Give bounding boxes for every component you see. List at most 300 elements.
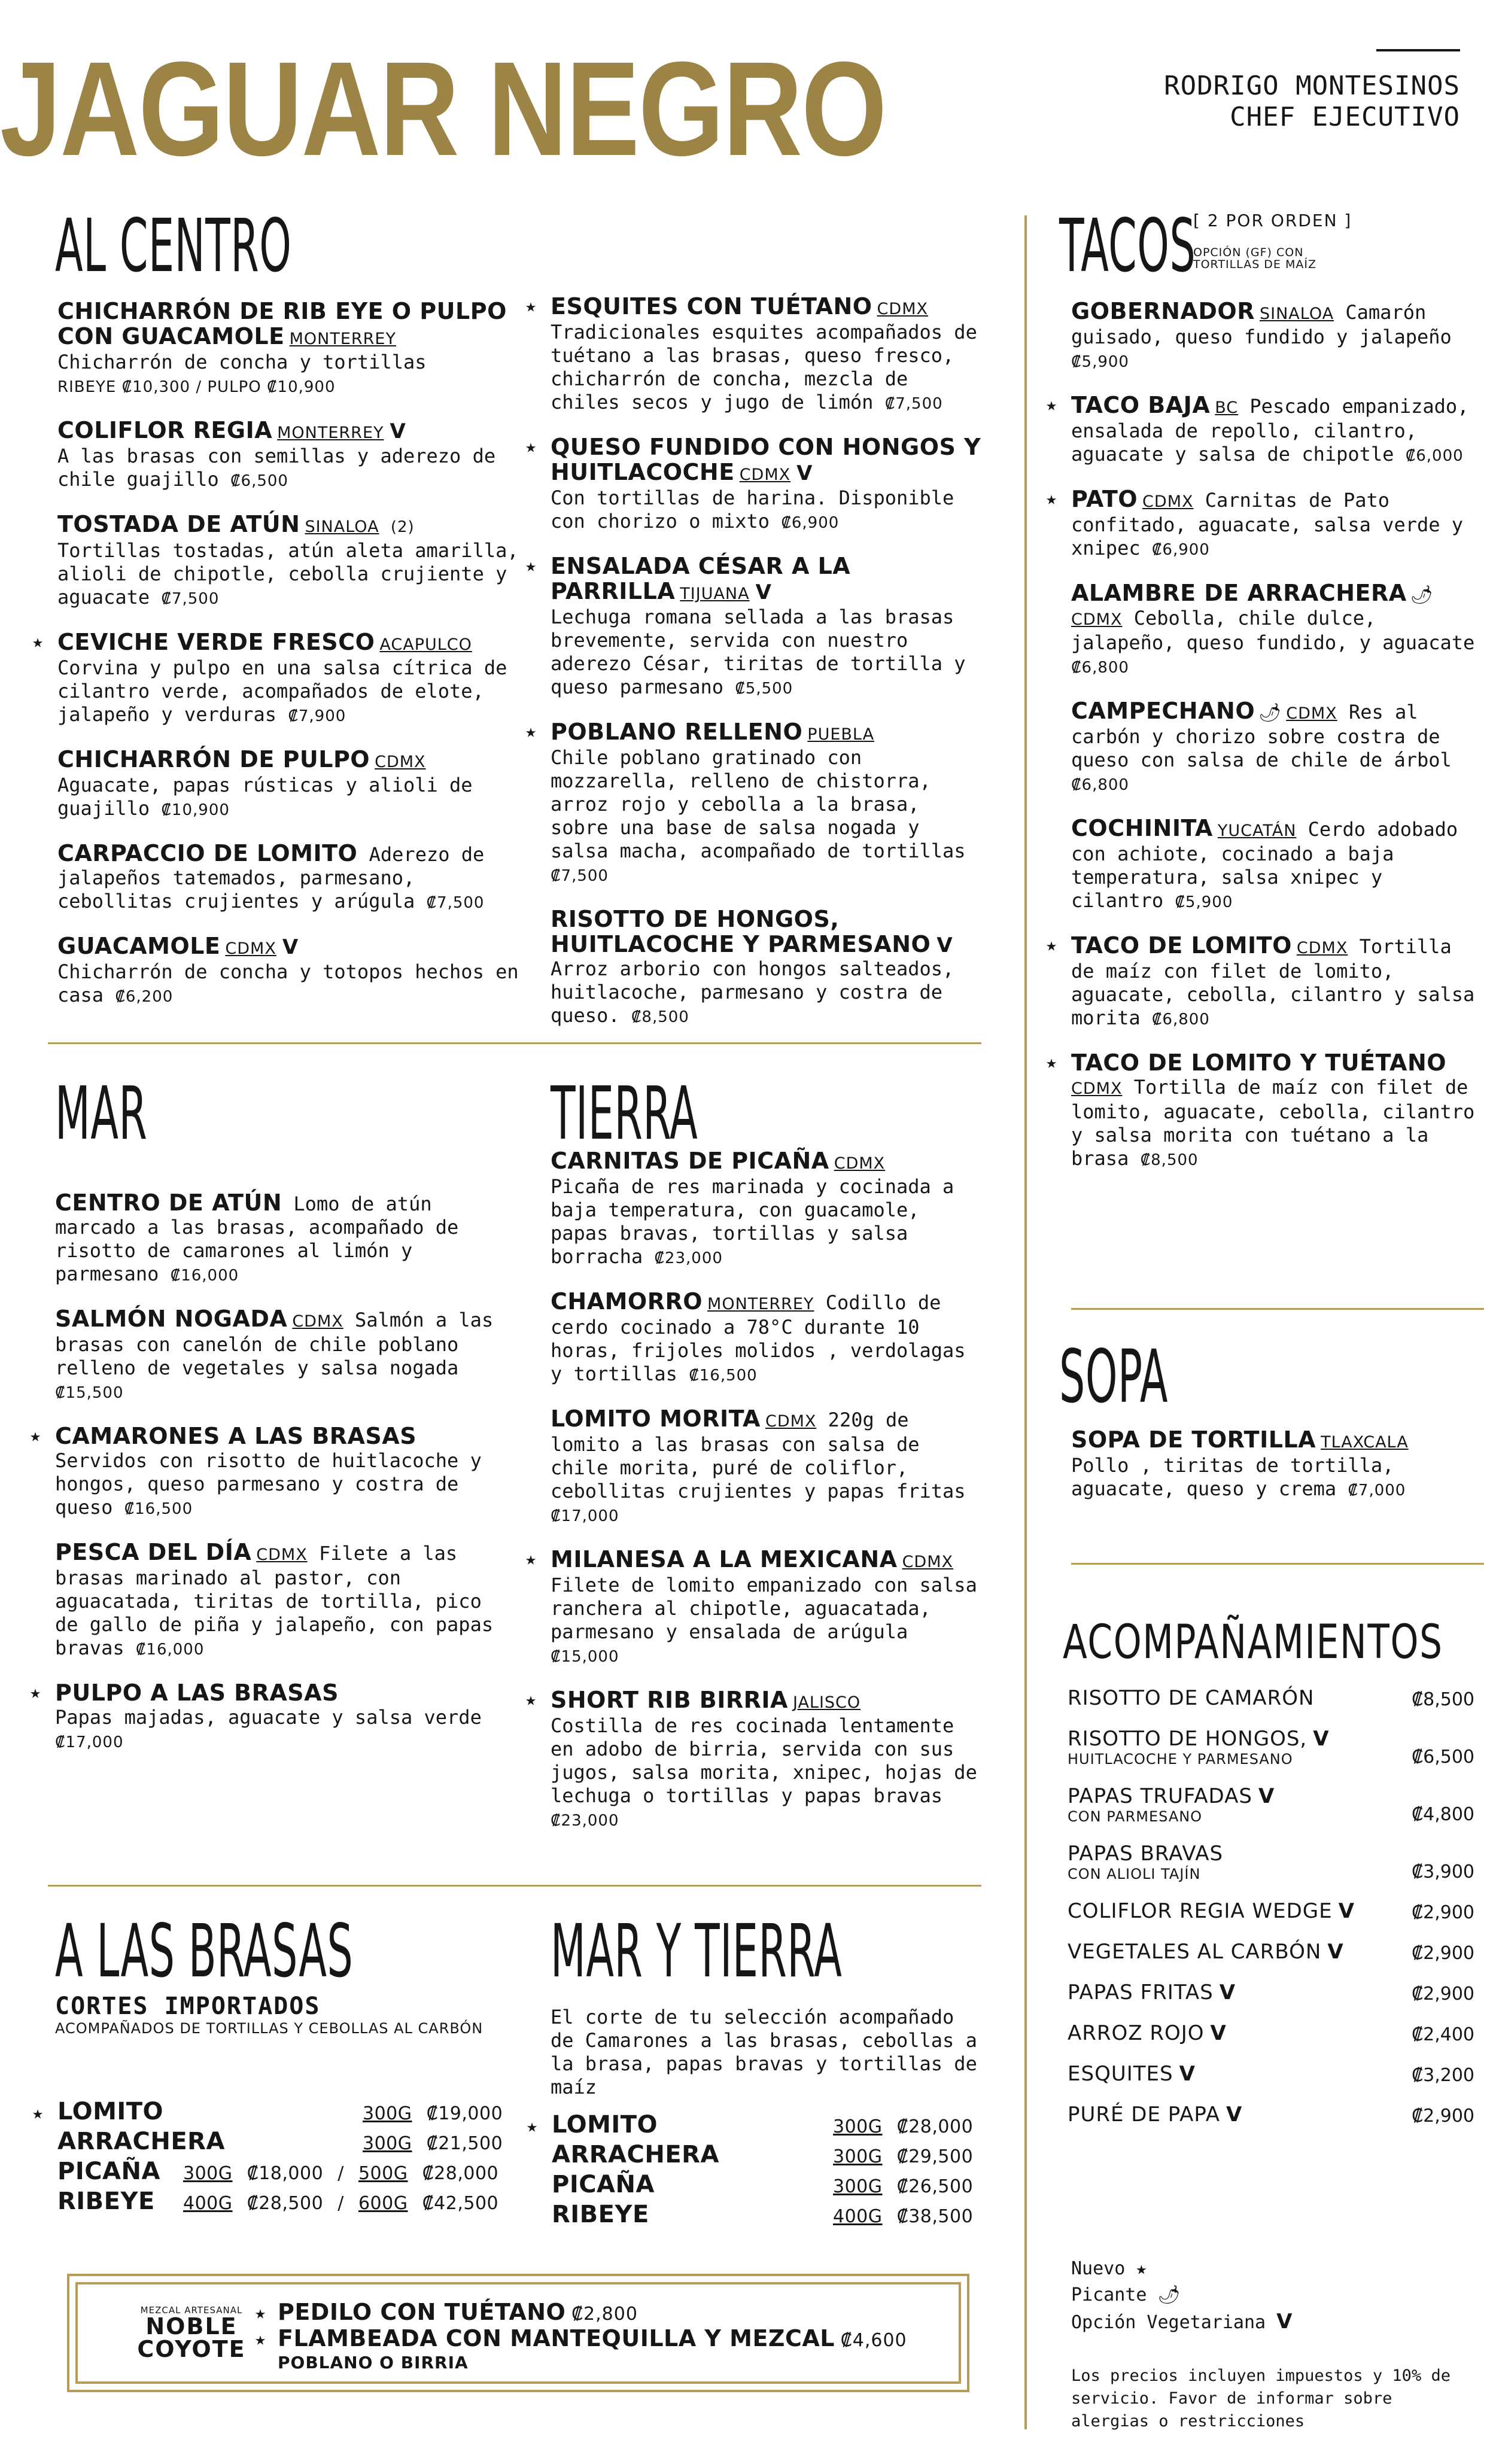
cut-name: RIBEYE	[552, 2201, 649, 2228]
cut-weight: 300G	[363, 2133, 412, 2154]
section-title-mar: MAR	[55, 1071, 148, 1156]
sides-list	[1068, 1686, 1474, 2143]
al-centro-column-2	[525, 293, 981, 1048]
cut-row	[32, 2098, 512, 2128]
legend-nuevo	[1071, 2256, 1430, 2282]
item-price: ₡5,900	[1071, 353, 1129, 371]
item-origin: CDMX	[1296, 939, 1348, 957]
side-item	[1068, 2103, 1474, 2127]
item-name: COLIFLOR REGIA	[57, 417, 273, 443]
vegetarian-icon: V	[1226, 2103, 1242, 2127]
item-origin: CDMX	[765, 1412, 817, 1431]
item-price: ₡23,000	[654, 1249, 723, 1267]
menu-item	[1071, 699, 1484, 797]
item-name: CHICHARRÓN DE PULPO	[57, 746, 370, 772]
chef-title: CHEF EJECUTIVO	[1230, 102, 1460, 132]
vegetarian-icon: V	[936, 933, 953, 957]
side-item	[1068, 1940, 1474, 1964]
item-name: GOBERNADOR	[1071, 298, 1255, 324]
price-footnote: Los precios incluyen impuestos y 10% de servicio. Favor de informar sobre alergias o restricciones	[1071, 2366, 1451, 2430]
side-price: ₡2,900	[1412, 1902, 1474, 1923]
cut-weight: 500G	[358, 2163, 408, 2184]
cut-row	[57, 2188, 512, 2217]
star-icon: ★	[525, 555, 537, 576]
item-name: SHORT RIB BIRRIA	[551, 1687, 788, 1713]
side-item	[1068, 2021, 1474, 2045]
item-name: CARNITAS DE PICAÑA	[551, 1148, 829, 1174]
section-divider-3	[1071, 1308, 1484, 1310]
side-price: ₡2,900	[1412, 1943, 1474, 1964]
cut-price: ₡18,000	[247, 2163, 324, 2184]
item-price: ₡6,000	[1405, 447, 1464, 465]
item-name: QUESO FUNDIDO CON HONGOS Y HUITLACOCHE	[551, 434, 981, 485]
item-price: ₡16,500	[689, 1367, 758, 1385]
item-price: ₡8,500	[631, 1008, 689, 1026]
brand-tagline: MEZCAL ARTESANAL	[140, 2305, 243, 2316]
star-icon: ★	[30, 1425, 41, 1446]
promo-item-price: ₡4,600	[840, 2330, 907, 2351]
promo-item-name: PEDILO CON TUÉTANO	[278, 2299, 566, 2325]
menu-item	[1046, 1050, 1484, 1172]
item-origin: CDMX	[739, 466, 791, 484]
side-item	[1068, 1981, 1474, 2004]
item-origin: YUCATÁN	[1217, 822, 1297, 840]
cut-weight: 300G	[833, 2176, 883, 2197]
brand-name-2: COYOTE	[137, 2336, 246, 2362]
side-price: ₡4,800	[1412, 1804, 1474, 1825]
item-description: Aderezo de jalapeños tatemados, parmesano, cebollitas crujientes y arúgula	[57, 843, 485, 912]
item-name: CARPACCIO DE LOMITO	[57, 840, 358, 866]
cut-price: ₡29,500	[896, 2146, 974, 2167]
section-title-tacos: TACOS	[1059, 203, 1196, 288]
side-price: ₡2,900	[1412, 1984, 1474, 2004]
menu-item	[1071, 816, 1484, 914]
menu-item	[32, 629, 524, 728]
item-name: PESCA DEL DÍA	[55, 1539, 252, 1565]
cut-row	[527, 2111, 983, 2141]
item-name: PULPO A LAS BRASAS	[55, 1680, 339, 1706]
menu-item	[525, 293, 981, 416]
side-item	[1068, 1842, 1474, 1882]
vegetarian-icon: V	[1327, 1940, 1343, 1964]
cut-price: ₡21,500	[426, 2133, 503, 2154]
cut-price: ₡28,000	[896, 2116, 974, 2137]
item-price: ₡16,000	[170, 1267, 239, 1285]
menu-item	[525, 434, 981, 535]
cut-weight: 300G	[183, 2163, 233, 2184]
item-name: MILANESA A LA MEXICANA	[551, 1546, 898, 1572]
cut-price: ₡28,000	[422, 2163, 499, 2184]
item-price: ₡17,000	[55, 1733, 124, 1751]
side-sub: CON PARMESANO	[1068, 1808, 1203, 1825]
cut-weight: 400G	[183, 2193, 233, 2214]
item-quantity: (2)	[390, 518, 415, 536]
item-description: Arroz arborio con hongos salteados, huitlacoche, parmesano y costra de queso.	[551, 957, 954, 1027]
item-name: RISOTTO DE HONGOS, HUITLACOCHE Y PARMESANO	[551, 906, 931, 957]
side-price: ₡8,500	[1412, 1689, 1474, 1710]
legend	[1071, 2256, 1430, 2336]
promo-item	[255, 2325, 960, 2353]
item-name: POBLANO RELLENO	[551, 719, 803, 745]
cut-row	[57, 2158, 512, 2188]
side-item	[1068, 1686, 1474, 1710]
section-divider-4	[1071, 1563, 1484, 1565]
star-icon: ★	[255, 2329, 266, 2350]
side-item	[1068, 2062, 1474, 2086]
item-price: ₡6,900	[1151, 541, 1210, 559]
item-description: Costilla de res cocinada lentamente en adobo de birria, servida con sus jugos, salsa morita, xnipec, hojas de lechuga o tortillas y papas bravas	[551, 1714, 977, 1807]
item-name: TOSTADA DE ATÚN	[57, 511, 300, 537]
vegetarian-icon: V	[755, 580, 771, 604]
item-name: LOMITO MORITA	[551, 1406, 761, 1432]
item-origin: MONTERREY	[707, 1295, 814, 1313]
menu-item	[525, 1546, 981, 1669]
section-title-a-las-brasas: A LAS BRASAS	[55, 1909, 354, 1994]
side-name: RISOTTO DE HONGOS,	[1068, 1727, 1308, 1751]
star-icon: ★	[1046, 935, 1057, 956]
item-price: ₡7,900	[288, 707, 346, 725]
item-price: ₡5,500	[735, 680, 793, 698]
item-origin: TLAXCALA	[1321, 1433, 1409, 1452]
noble-coyote-logo	[120, 2306, 263, 2360]
item-description: Cerdo adobado con achiote, cocinado a baja temperatura, salsa xnipec y cilantro	[1071, 818, 1458, 912]
menu-item	[1071, 581, 1484, 680]
item-name: GUACAMOLE	[57, 933, 221, 959]
side-sub: CON ALIOLI TAJÍN	[1068, 1866, 1201, 1882]
side-name: PAPAS BRAVAS	[1068, 1842, 1224, 1866]
item-price: ₡6,200	[115, 988, 174, 1006]
star-icon: ★	[527, 2116, 538, 2137]
item-price: ₡7,500	[161, 590, 220, 608]
star-icon: ★	[255, 2302, 266, 2323]
section-divider-2	[48, 1885, 981, 1887]
item-origin: CDMX	[375, 753, 426, 771]
item-origin: CDMX	[834, 1154, 886, 1173]
tierra-column	[525, 1148, 981, 1852]
brasas-block	[55, 1993, 522, 2037]
item-origin: CDMX	[256, 1546, 308, 1564]
brand-name-1: NOBLE	[145, 2313, 238, 2340]
item-origin: MONTERREY	[289, 330, 396, 348]
menu-item	[55, 1307, 510, 1405]
side-name: PURÉ DE PAPA	[1068, 2103, 1220, 2127]
legend-vegetariana	[1071, 2308, 1430, 2336]
item-description: Tortillas tostadas, atún aleta amarilla, alioli de chipotle, cebolla crujiente y aguacate	[57, 539, 519, 609]
promo-item-price: ₡2,800	[571, 2304, 638, 2325]
item-description: Salmón a las brasas con canelón de chile poblano relleno de vegetales y salsa nogada	[55, 1309, 494, 1379]
item-origin: CDMX	[877, 300, 928, 318]
side-name: COLIFLOR REGIA WEDGE	[1068, 1899, 1333, 1923]
item-origin: JALISCO	[792, 1693, 861, 1712]
mar-y-tierra-cuts	[527, 2111, 983, 2231]
restaurant-logo: JAGUAR NEGRO	[0, 34, 886, 184]
price-separator: /	[337, 2163, 344, 2184]
item-name: CAMARONES A LAS BRASAS	[55, 1423, 417, 1449]
vegetarian-icon: V	[1276, 2310, 1293, 2334]
item-name: TACO BAJA	[1071, 392, 1211, 418]
imported-cuts-heading: CORTES IMPORTADOS	[55, 1993, 321, 2020]
cut-weight: 400G	[833, 2206, 883, 2227]
item-name: ENSALADA CÉSAR A LA PARRILLA	[551, 553, 851, 604]
item-description: 220g de lomito a las brasas con salsa de chile morita, puré de coliflor, cebollitas crujientes y papas fritas	[551, 1409, 966, 1502]
item-description: Res al carbón y chorizo sobre costra de queso con salsa de chile de árbol	[1071, 701, 1452, 771]
side-price: ₡3,200	[1412, 2065, 1474, 2086]
item-description: Corvina y pulpo en una salsa cítrica de cilantro verde, acompañados de elote, jalapeño y verduras	[57, 656, 507, 726]
item-price: ₡7,500	[551, 867, 609, 885]
star-icon: ★	[525, 296, 537, 317]
menu-item	[551, 1289, 981, 1388]
item-description: Tortilla de maíz con filet de lomito, aguacate, cebolla, cilantro y salsa morita con tuétano a la brasa	[1071, 1076, 1475, 1170]
item-name: SALMÓN NOGADA	[55, 1306, 288, 1332]
vegetarian-icon: V	[390, 419, 406, 443]
vegetarian-icon: V	[1210, 2021, 1226, 2045]
item-description: A las brasas con semillas y aderezo de chile guajillo	[57, 445, 496, 491]
side-item	[1068, 1784, 1474, 1825]
item-description: Chicharrón de concha y tortillas	[57, 351, 427, 373]
item-price: ₡23,000	[551, 1812, 619, 1830]
menu-item	[57, 512, 524, 611]
item-price: ₡15,500	[55, 1384, 124, 1402]
star-icon: ★	[525, 721, 537, 742]
item-name: CENTRO DE ATÚN	[55, 1190, 282, 1216]
item-description: Filete a las brasas marinado al pastor, con aguacatada, tiritas de tortilla, pico de gallo de piña y jalapeño, con papas bravas	[55, 1542, 494, 1659]
item-price: ₡7,500	[426, 894, 485, 912]
side-item	[1068, 1899, 1474, 1923]
mar-y-tierra-description: El corte de tu selección acompañado de Camarones a las brasas, cebollas a la brasa, papas bravas y tortillas de maíz	[551, 2006, 977, 2098]
cut-row	[552, 2201, 983, 2231]
menu-item	[57, 934, 524, 1009]
item-name: SOPA DE TORTILLA	[1071, 1426, 1316, 1453]
star-icon: ★	[1046, 488, 1057, 509]
item-origin: MONTERREY	[277, 424, 384, 442]
vegetarian-icon: V	[1179, 2062, 1195, 2086]
item-origin: SINALOA	[305, 518, 379, 536]
item-description: Camarón guisado, queso fundido y jalapeño	[1071, 301, 1452, 348]
item-description: Con tortillas de harina. Disponible con chorizo o mixto	[551, 486, 954, 533]
item-name: CHICHARRÓN DE RIB EYE O PULPO CON GUACAMOLE	[57, 298, 507, 349]
item-price: ₡6,800	[1071, 659, 1129, 677]
promo-item-sub: POBLANO O BIRRIA	[278, 2353, 469, 2372]
item-price: ₡16,000	[135, 1641, 205, 1659]
legend-label: Nuevo	[1071, 2258, 1126, 2279]
menu-item	[525, 553, 981, 701]
vegetarian-icon: V	[1338, 1899, 1354, 1923]
legend-label: Picante	[1071, 2284, 1147, 2305]
item-description: Tradicionales esquites acompañados de tuétano a las brasas, queso fresco, chicharrón de concha, mezcla de chiles secos y jugo de limón	[551, 321, 977, 413]
item-price: ₡16,500	[124, 1500, 193, 1518]
menu-item	[1046, 392, 1484, 468]
chili-pepper-icon: 🌶	[1258, 702, 1282, 723]
cut-name: PICAÑA	[552, 2171, 655, 2198]
menu-item	[525, 719, 981, 888]
item-origin: CDMX	[1071, 1079, 1123, 1098]
cut-price: ₡26,500	[896, 2176, 974, 2197]
menu-item	[551, 907, 981, 1029]
side-name: PAPAS FRITAS	[1068, 1981, 1214, 2004]
cut-price: ₡28,500	[247, 2193, 324, 2214]
item-name: CHAMORRO	[551, 1288, 703, 1315]
side-name: ESQUITES	[1068, 2062, 1173, 2086]
price-separator: /	[337, 2193, 344, 2214]
item-price: ₡7,000	[1348, 1482, 1406, 1499]
item-origin: CDMX	[1286, 704, 1337, 723]
cut-price: ₡19,000	[426, 2103, 503, 2124]
item-price: ₡5,900	[1175, 893, 1233, 911]
vegetarian-icon: V	[1258, 1784, 1275, 1808]
al-centro-column-1	[32, 298, 524, 1028]
item-name: PATO	[1071, 486, 1138, 512]
item-description: Aguacate, papas rústicas y alioli de guajillo	[57, 774, 473, 820]
menu-item	[57, 747, 524, 822]
cut-row	[552, 2141, 983, 2171]
vegetarian-icon: V	[282, 935, 299, 959]
star-icon: ★	[1046, 1052, 1057, 1073]
vegetarian-icon: V	[796, 461, 813, 485]
menu-item	[525, 1687, 981, 1833]
star-icon: ★	[525, 436, 537, 457]
item-description: Carnitas de Pato confitado, aguacate, salsa verde y xnipec	[1071, 489, 1464, 559]
menu-item	[551, 1149, 981, 1270]
item-price: ₡6,800	[1071, 776, 1129, 794]
side-item	[1068, 1727, 1474, 1768]
tacos-gf-option: OPCIÓN (GF) CON TORTILLAS DE MAÍZ	[1193, 246, 1316, 271]
mar-column	[30, 1190, 510, 1774]
section-title-al-centro: AL CENTRO	[55, 203, 292, 288]
cut-weight: 600G	[358, 2193, 408, 2214]
side-name: RISOTTO DE CAMARÓN	[1068, 1686, 1315, 1710]
side-name: ARROZ ROJO	[1068, 2021, 1205, 2045]
item-name: TACO DE LOMITO	[1071, 932, 1292, 959]
chef-block	[1164, 71, 1460, 133]
menu-item	[30, 1423, 510, 1521]
star-icon: ★	[32, 2103, 44, 2124]
menu-item	[551, 1407, 981, 1528]
chili-pepper-icon: 🌶	[1157, 2284, 1181, 2305]
side-price: ₡2,900	[1412, 2106, 1474, 2127]
chili-pepper-icon: 🌶	[1410, 585, 1433, 606]
menu-item	[55, 1191, 510, 1288]
item-description: Codillo de cerdo cocinado a 78°C durante 10 horas, frijoles molidos , verdolagas y tortillas	[551, 1291, 966, 1385]
vegetarian-icon: V	[1219, 1981, 1236, 2004]
promo-item	[255, 2299, 960, 2326]
item-origin: CDMX	[902, 1553, 953, 1571]
section-title-tierra: TIERRA	[551, 1071, 698, 1156]
mezcal-promo-box	[67, 2274, 969, 2392]
menu-item	[57, 841, 524, 915]
star-icon: ★	[525, 1689, 537, 1710]
cut-price: ₡42,500	[422, 2193, 499, 2214]
item-description: Pollo , tiritas de tortilla, aguacate, queso y crema	[1071, 1454, 1394, 1500]
tacos-column	[1046, 298, 1484, 1191]
item-name: COCHINITA	[1071, 815, 1213, 841]
item-price: ₡7,500	[884, 395, 943, 413]
item-name: ALAMBRE DE ARRACHERA	[1071, 580, 1407, 606]
item-origin: CDMX	[292, 1312, 343, 1331]
cut-weight: 300G	[833, 2116, 883, 2137]
item-name: CEVICHE VERDE FRESCO	[57, 629, 375, 655]
chef-name: RODRIGO MONTESINOS	[1164, 71, 1460, 101]
item-name: ESQUITES CON TUÉTANO	[551, 293, 872, 320]
star-icon: ★	[1136, 2258, 1147, 2279]
section-title-mar-y-tierra: MAR Y TIERRA	[551, 1909, 843, 1994]
promo-item-name: FLAMBEADA CON MANTEQUILLA Y MEZCAL	[278, 2325, 835, 2352]
star-icon: ★	[1046, 394, 1057, 415]
item-origin: SINALOA	[1260, 305, 1334, 323]
item-origin: BC	[1215, 399, 1239, 417]
item-name: TACO DE LOMITO Y TUÉTANO	[1071, 1050, 1447, 1076]
cut-weight: 300G	[833, 2146, 883, 2167]
item-description: Cebolla, chile dulce, jalapeño, queso fundido, y aguacate	[1071, 607, 1475, 654]
menu-item	[55, 1540, 510, 1662]
item-origin: CDMX	[225, 939, 276, 958]
item-price: ₡15,000	[551, 1648, 619, 1666]
menu-item	[57, 418, 524, 493]
item-origin: TIJUANA	[680, 585, 750, 603]
promo-items	[255, 2299, 960, 2372]
cut-row	[552, 2171, 983, 2201]
item-description: Lechuga romana sellada a las brasas brevemente, servida con nuestro aderezo César, tiritas de tortilla y queso parmesano	[551, 606, 966, 698]
item-origin: CDMX	[1142, 492, 1194, 511]
menu-item	[30, 1680, 510, 1754]
menu-item	[1071, 1428, 1484, 1502]
item-name: CAMPECHANO	[1071, 698, 1255, 724]
side-sub: HUITLACOCHE Y PARMESANO	[1068, 1751, 1293, 1768]
item-price: ₡17,000	[551, 1507, 619, 1525]
menu-item	[1046, 932, 1484, 1032]
star-icon: ★	[30, 1682, 41, 1703]
menu-item	[57, 299, 524, 399]
item-description: Pescado empanizado, ensalada de repollo, cilantro, aguacate y salsa de chipotle	[1071, 395, 1469, 466]
star-icon: ★	[32, 631, 44, 652]
imported-cuts-note: ACOMPAÑADOS DE TORTILLAS Y CEBOLLAS AL CARBÓN	[55, 2020, 484, 2037]
brasas-cuts	[32, 2098, 512, 2217]
item-description: Picaña de res marinada y cocinada a baja temperatura, con guacamole, papas bravas, tortillas y salsa borracha	[551, 1175, 954, 1268]
item-price: ₡10,900	[161, 801, 230, 819]
cut-name: PICAÑA	[57, 2158, 160, 2185]
menu-item	[1071, 299, 1484, 374]
cut-name: ARRACHERA	[57, 2128, 225, 2155]
cut-weight: 300G	[363, 2103, 412, 2124]
legend-label: Opción Vegetariana	[1071, 2312, 1266, 2333]
side-name: PAPAS TRUFADAS	[1068, 1784, 1252, 1808]
menu-item	[1046, 486, 1484, 562]
side-price: ₡2,400	[1412, 2024, 1474, 2045]
star-icon: ★	[525, 1549, 537, 1569]
cut-name: RIBEYE	[57, 2188, 155, 2215]
item-price: ₡6,500	[230, 472, 288, 490]
item-description: Papas majadas, aguacate y salsa verde	[55, 1706, 482, 1729]
item-description: Chile poblano gratinado con mozzarella, relleno de chistorra, arroz rojo y cebolla a la brasa, sobre una base de salsa nogada y salsa macha, acompañado de tortillas	[551, 746, 966, 862]
item-description: Tortilla de maíz con filet de lomito, aguacate, cebolla, cilantro y salsa morita	[1071, 935, 1475, 1029]
item-origin: ACAPULCO	[379, 635, 472, 654]
item-price: ₡8,500	[1140, 1151, 1199, 1169]
item-origin: PUEBLA	[807, 725, 875, 744]
item-price: ₡6,800	[1151, 1011, 1210, 1029]
item-price: RIBEYE ₡10,300 / PULPO ₡10,900	[57, 378, 336, 396]
cut-row	[57, 2128, 512, 2158]
cut-price: ₡38,500	[896, 2206, 974, 2227]
item-description: Servidos con risotto de huitlacoche y hongos, queso parmesano y costra de queso	[55, 1449, 482, 1519]
item-description: Chicharrón de concha y totopos hechos en casa	[57, 960, 519, 1006]
vegetarian-icon: V	[1313, 1727, 1329, 1751]
chef-divider	[1376, 49, 1460, 51]
side-price: ₡6,500	[1412, 1747, 1474, 1768]
legend-picante	[1071, 2282, 1430, 2308]
tacos-order-note: [ 2 POR ORDEN ]	[1193, 211, 1352, 230]
item-price: ₡6,900	[781, 514, 840, 532]
section-title-acompanamientos: ACOMPAÑAMIENTOS	[1063, 1616, 1443, 1669]
item-description: Lomo de atún marcado a las brasas, acompañado de risotto de camarones al limón y parmesano	[55, 1193, 459, 1285]
